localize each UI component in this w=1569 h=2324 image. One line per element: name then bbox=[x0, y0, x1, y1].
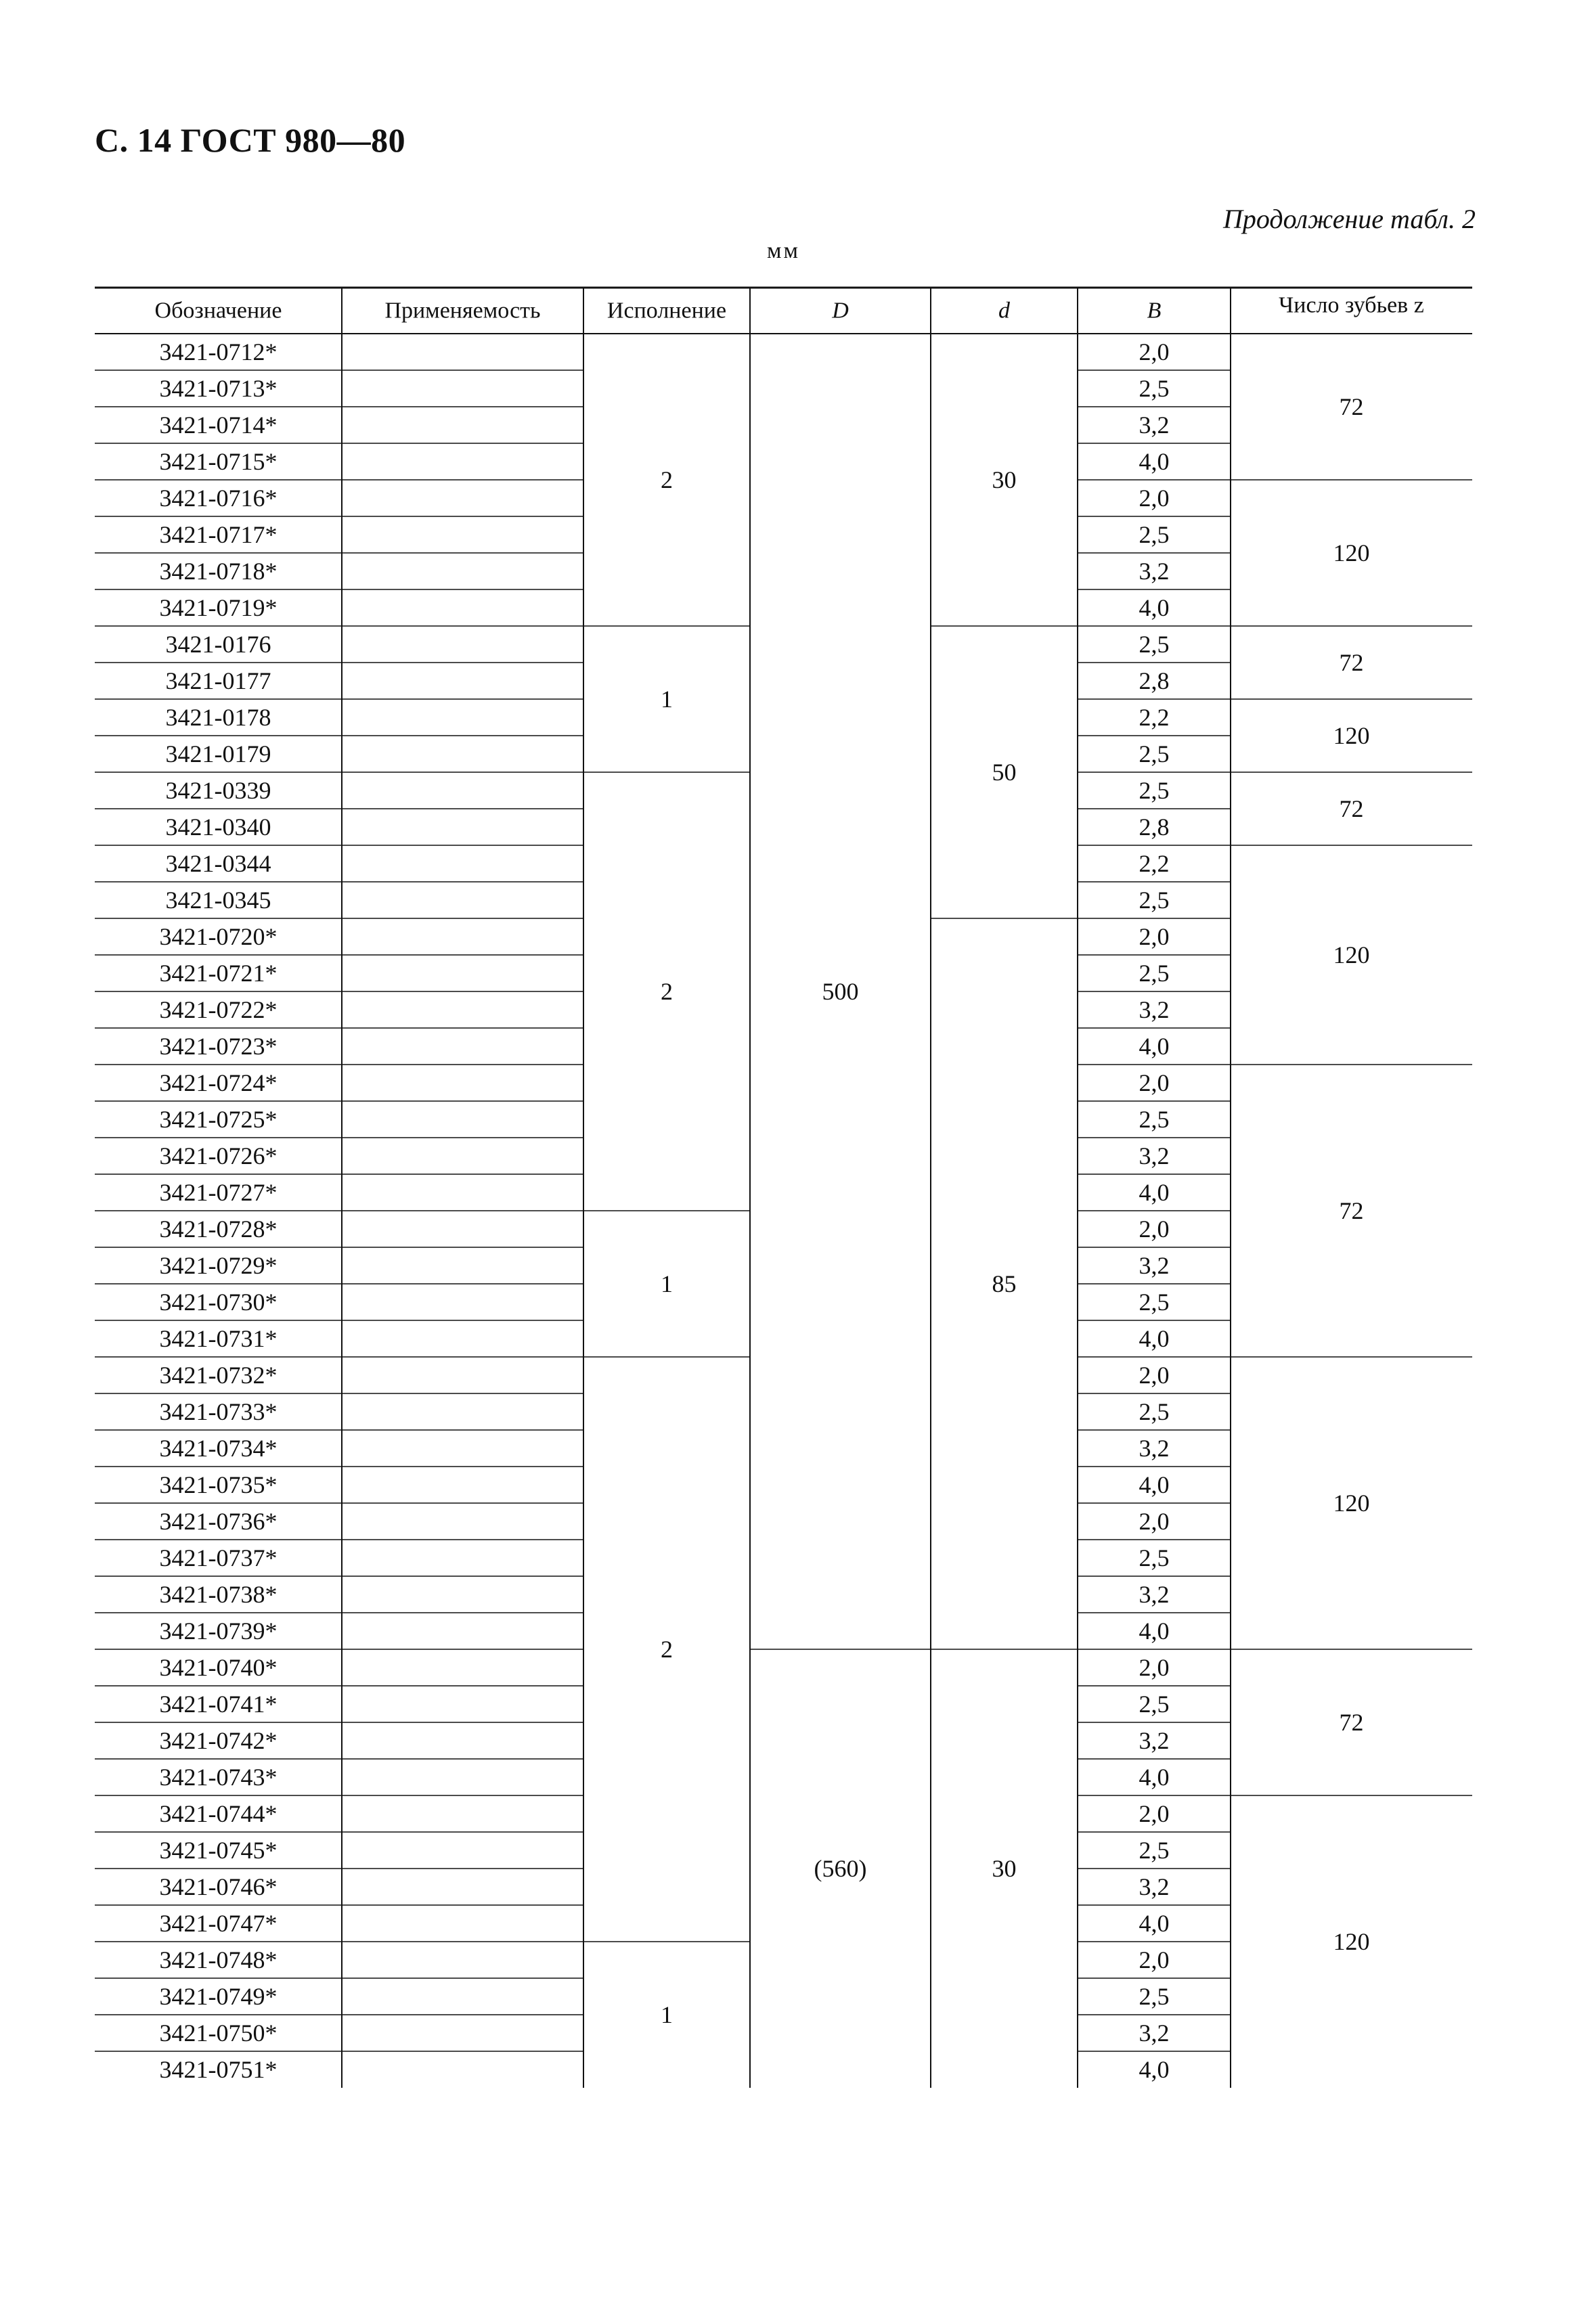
cell-designation: 3421-0723* bbox=[159, 1033, 278, 1060]
cell-B: 2,5 bbox=[1139, 631, 1170, 658]
cell-designation: 3421-0727* bbox=[159, 1179, 278, 1206]
cell-designation: 3421-0719* bbox=[159, 594, 278, 621]
cell-D: 500 bbox=[822, 978, 859, 1005]
cell-B: 4,0 bbox=[1139, 594, 1170, 621]
cell-B: 3,2 bbox=[1139, 1435, 1170, 1462]
cell-designation: 3421-0176 bbox=[165, 631, 271, 658]
cell-B: 3,2 bbox=[1139, 1581, 1170, 1608]
cell-B: 2,5 bbox=[1139, 777, 1170, 804]
header-designation: Обозначение bbox=[154, 298, 282, 323]
page-header: С. 14 ГОСТ 980—80 bbox=[95, 121, 406, 159]
cell-B: 2,0 bbox=[1139, 485, 1170, 512]
cell-B: 4,0 bbox=[1139, 1764, 1170, 1791]
cell-designation: 3421-0734* bbox=[159, 1435, 278, 1462]
cell-d: 30 bbox=[992, 1855, 1017, 1882]
cell-B: 3,2 bbox=[1139, 1873, 1170, 1900]
cell-execution: 1 bbox=[661, 2001, 673, 2028]
cell-designation: 3421-0716* bbox=[159, 485, 278, 512]
cell-designation: 3421-0718* bbox=[159, 558, 278, 585]
cell-designation: 3421-0738* bbox=[159, 1581, 278, 1608]
cell-designation: 3421-0736* bbox=[159, 1508, 278, 1535]
cell-designation: 3421-0748* bbox=[159, 1946, 278, 1973]
cell-designation: 3421-0745* bbox=[159, 1837, 278, 1864]
header-B: B bbox=[1147, 298, 1162, 323]
cell-B: 2,0 bbox=[1139, 1946, 1170, 1973]
cell-designation: 3421-0721* bbox=[159, 960, 278, 987]
cell-B: 3,2 bbox=[1139, 1252, 1170, 1279]
cell-execution: 2 bbox=[661, 978, 673, 1005]
cell-designation: 3421-0720* bbox=[159, 923, 278, 950]
cell-designation: 3421-0728* bbox=[159, 1215, 278, 1243]
cell-execution: 1 bbox=[661, 686, 673, 713]
cell-teeth-count: 120 bbox=[1333, 1490, 1370, 1517]
cell-teeth-count: 72 bbox=[1339, 1197, 1364, 1224]
cell-B: 4,0 bbox=[1139, 448, 1170, 475]
cell-designation: 3421-0344 bbox=[165, 850, 271, 877]
cell-execution: 2 bbox=[661, 1636, 673, 1663]
cell-designation: 3421-0749* bbox=[159, 1983, 278, 2010]
cell-designation: 3421-0340 bbox=[165, 813, 271, 841]
cell-teeth-count: 120 bbox=[1333, 1928, 1370, 1955]
cell-B: 3,2 bbox=[1139, 2019, 1170, 2047]
cell-designation: 3421-0742* bbox=[159, 1727, 278, 1754]
cell-designation: 3421-0730* bbox=[159, 1289, 278, 1316]
cell-designation: 3421-0746* bbox=[159, 1873, 278, 1900]
cell-B: 2,0 bbox=[1139, 1800, 1170, 1827]
cell-designation: 3421-0740* bbox=[159, 1654, 278, 1681]
cell-designation: 3421-0739* bbox=[159, 1617, 278, 1645]
cell-B: 2,5 bbox=[1139, 1837, 1170, 1864]
cell-d: 50 bbox=[992, 759, 1017, 786]
cell-B: 3,2 bbox=[1139, 558, 1170, 585]
cell-B: 3,2 bbox=[1139, 411, 1170, 439]
cell-B: 2,5 bbox=[1139, 960, 1170, 987]
cell-B: 2,0 bbox=[1139, 1362, 1170, 1389]
cell-B: 2,0 bbox=[1139, 923, 1170, 950]
header-D: D bbox=[832, 298, 849, 323]
cell-B: 2,0 bbox=[1139, 338, 1170, 365]
cell-B: 2,5 bbox=[1139, 1691, 1170, 1718]
cell-B: 4,0 bbox=[1139, 1179, 1170, 1206]
cell-designation: 3421-0714* bbox=[159, 411, 278, 439]
cell-B: 2,5 bbox=[1139, 1398, 1170, 1425]
units-label: мм bbox=[767, 238, 801, 263]
cell-teeth-count: 120 bbox=[1333, 941, 1370, 968]
cell-B: 3,2 bbox=[1139, 1142, 1170, 1169]
cell-designation: 3421-0741* bbox=[159, 1691, 278, 1718]
cell-B: 2,5 bbox=[1139, 1289, 1170, 1316]
cell-designation: 3421-0726* bbox=[159, 1142, 278, 1169]
cell-B: 2,5 bbox=[1139, 887, 1170, 914]
cell-B: 2,5 bbox=[1139, 375, 1170, 402]
cell-B: 2,0 bbox=[1139, 1654, 1170, 1681]
cell-B: 4,0 bbox=[1139, 1033, 1170, 1060]
cell-designation: 3421-0743* bbox=[159, 1764, 278, 1791]
cell-B: 4,0 bbox=[1139, 1325, 1170, 1352]
cell-designation: 3421-0713* bbox=[159, 375, 278, 402]
cell-teeth-count: 72 bbox=[1339, 795, 1364, 822]
header-execution: Исполнение bbox=[606, 298, 727, 323]
cell-B: 4,0 bbox=[1139, 1617, 1170, 1645]
cell-B: 2,0 bbox=[1139, 1508, 1170, 1535]
cell-D: (560) bbox=[814, 1855, 867, 1882]
cell-designation: 3421-0725* bbox=[159, 1106, 278, 1133]
cell-designation: 3421-0747* bbox=[159, 1910, 278, 1937]
table-continuation-note: Продолжение табл. 2 bbox=[1222, 204, 1476, 234]
cell-teeth-count: 120 bbox=[1333, 539, 1370, 566]
cell-designation: 3421-0729* bbox=[159, 1252, 278, 1279]
cell-d: 30 bbox=[992, 466, 1017, 493]
cell-B: 2,8 bbox=[1139, 667, 1170, 694]
cell-B: 2,0 bbox=[1139, 1215, 1170, 1243]
cell-B: 2,2 bbox=[1139, 704, 1170, 731]
cell-designation: 3421-0717* bbox=[159, 521, 278, 548]
cell-designation: 3421-0735* bbox=[159, 1471, 278, 1498]
cell-teeth-count: 72 bbox=[1339, 1709, 1364, 1736]
cell-designation: 3421-0339 bbox=[165, 777, 271, 804]
cell-designation: 3421-0345 bbox=[165, 887, 271, 914]
header-teeth-count: Число зубьев z bbox=[1279, 292, 1424, 318]
cell-teeth-count: 72 bbox=[1339, 393, 1364, 420]
header-applicability: Применяемость bbox=[384, 298, 541, 323]
cell-designation: 3421-0715* bbox=[159, 448, 278, 475]
header-d: d bbox=[998, 298, 1010, 323]
cell-B: 4,0 bbox=[1139, 1471, 1170, 1498]
cell-designation: 3421-0732* bbox=[159, 1362, 278, 1389]
cell-B: 2,5 bbox=[1139, 1983, 1170, 2010]
cell-designation: 3421-0177 bbox=[165, 667, 271, 694]
cell-designation: 3421-0179 bbox=[165, 740, 271, 767]
cell-B: 4,0 bbox=[1139, 1910, 1170, 1937]
cell-B: 2,5 bbox=[1139, 521, 1170, 548]
cell-designation: 3421-0178 bbox=[165, 704, 271, 731]
cell-B: 2,0 bbox=[1139, 1069, 1170, 1096]
cell-B: 2,5 bbox=[1139, 740, 1170, 767]
cell-teeth-count: 120 bbox=[1333, 722, 1370, 749]
cell-designation: 3421-0737* bbox=[159, 1544, 278, 1571]
cell-B: 3,2 bbox=[1139, 996, 1170, 1023]
cell-designation: 3421-0712* bbox=[159, 338, 278, 365]
cell-B: 3,2 bbox=[1139, 1727, 1170, 1754]
cell-teeth-count: 72 bbox=[1339, 649, 1364, 676]
cell-execution: 2 bbox=[661, 466, 673, 493]
cell-designation: 3421-0731* bbox=[159, 1325, 278, 1352]
cell-designation: 3421-0733* bbox=[159, 1398, 278, 1425]
cell-designation: 3421-0751* bbox=[159, 2056, 278, 2083]
cell-B: 4,0 bbox=[1139, 2056, 1170, 2083]
cell-designation: 3421-0724* bbox=[159, 1069, 278, 1096]
cell-B: 2,5 bbox=[1139, 1106, 1170, 1133]
cell-B: 2,5 bbox=[1139, 1544, 1170, 1571]
cell-designation: 3421-0722* bbox=[159, 996, 278, 1023]
cell-execution: 1 bbox=[661, 1270, 673, 1297]
cell-d: 85 bbox=[992, 1270, 1017, 1297]
cell-designation: 3421-0750* bbox=[159, 2019, 278, 2047]
cell-B: 2,2 bbox=[1139, 850, 1170, 877]
cell-designation: 3421-0744* bbox=[159, 1800, 278, 1827]
cell-B: 2,8 bbox=[1139, 813, 1170, 841]
